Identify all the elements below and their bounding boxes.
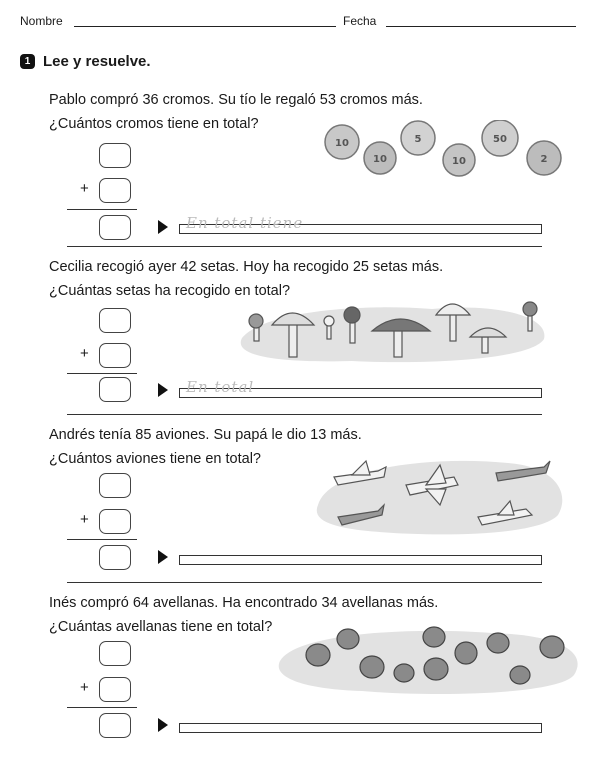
plus-sign: + bbox=[80, 511, 89, 528]
addend-1-box[interactable] bbox=[99, 473, 131, 498]
plus-sign: + bbox=[80, 345, 89, 362]
addend-1-box[interactable] bbox=[99, 143, 131, 168]
result-box[interactable] bbox=[99, 377, 131, 402]
coin-label: 10 bbox=[373, 154, 387, 165]
arrow-icon bbox=[158, 220, 168, 234]
problem-question: ¿Cuántas avellanas tiene en total? bbox=[49, 619, 273, 635]
plus-sign: + bbox=[80, 679, 89, 696]
plus-sign: + bbox=[80, 180, 89, 197]
addend-1-box[interactable] bbox=[99, 308, 131, 333]
result-box[interactable] bbox=[99, 713, 131, 738]
problem-4 bbox=[0, 591, 602, 761]
date-field[interactable] bbox=[386, 26, 576, 27]
sum-line bbox=[67, 707, 137, 708]
arrow-icon bbox=[158, 383, 168, 397]
problem-3 bbox=[0, 423, 602, 593]
hazelnuts-icon bbox=[272, 625, 584, 697]
addend-2-box[interactable] bbox=[99, 509, 131, 534]
answer-hint: En total bbox=[186, 378, 255, 396]
name-label: Nombre bbox=[20, 14, 63, 28]
addend-2-box[interactable] bbox=[99, 178, 131, 203]
answer-hint: En total tiene bbox=[186, 214, 304, 232]
problem-statement: Cecilia recogió ayer 42 setas. Hoy ha recogido 25 setas más. bbox=[49, 259, 444, 275]
problem-1 bbox=[0, 88, 602, 258]
coin-label: 2 bbox=[540, 154, 548, 165]
problem-statement: Inés compró 64 avellanas. Ha encontrado 34 avellanas más. bbox=[49, 595, 439, 611]
answer-line[interactable] bbox=[179, 723, 542, 733]
exercise-number-badge: 1 bbox=[20, 54, 35, 69]
result-box[interactable] bbox=[99, 215, 131, 240]
coin-label: 10 bbox=[452, 156, 466, 167]
coin-label: 50 bbox=[493, 134, 507, 145]
date-label: Fecha bbox=[343, 14, 377, 28]
name-field[interactable] bbox=[74, 26, 336, 27]
problem-question: ¿Cuántos aviones tiene en total? bbox=[49, 451, 261, 467]
sum-line bbox=[67, 539, 137, 540]
result-box[interactable] bbox=[99, 545, 131, 570]
arrow-icon bbox=[158, 550, 168, 564]
airplanes-icon bbox=[308, 455, 570, 537]
problem-2 bbox=[0, 255, 602, 425]
sum-line bbox=[67, 373, 137, 374]
sum-line bbox=[67, 209, 137, 210]
answer-line[interactable] bbox=[179, 555, 542, 565]
problem-question: ¿Cuántos cromos tiene en total? bbox=[49, 116, 259, 132]
mushrooms-icon bbox=[232, 293, 552, 365]
header bbox=[20, 12, 576, 32]
coin-label: 10 bbox=[335, 138, 349, 149]
problem-statement: Pablo compró 36 cromos. Su tío le regaló 53 cromos más. bbox=[49, 92, 423, 108]
exercise-title: Lee y resuelve. bbox=[43, 53, 151, 70]
addend-2-box[interactable] bbox=[99, 677, 131, 702]
addend-1-box[interactable] bbox=[99, 641, 131, 666]
separator bbox=[67, 414, 542, 415]
separator bbox=[67, 582, 542, 583]
problem-question: ¿Cuántas setas ha recogido en total? bbox=[49, 283, 291, 299]
coin-label: 5 bbox=[414, 134, 422, 145]
exercise-heading bbox=[20, 53, 151, 70]
separator bbox=[67, 246, 542, 247]
coins-icon bbox=[322, 120, 566, 182]
arrow-icon bbox=[158, 718, 168, 732]
problem-statement: Andrés tenía 85 aviones. Su papá le dio 13 más. bbox=[49, 427, 362, 443]
addend-2-box[interactable] bbox=[99, 343, 131, 368]
